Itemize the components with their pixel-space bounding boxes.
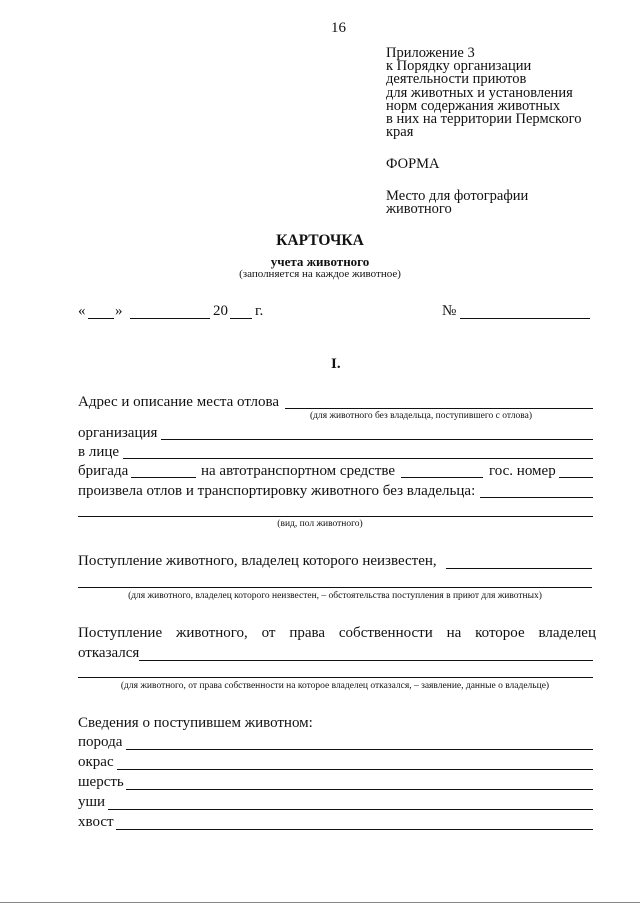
appendix-block — [386, 47, 581, 139]
appendix-line: в них на территории Пермского — [386, 111, 582, 128]
species-field[interactable] — [78, 516, 593, 517]
vehicle-label: на автотранспортном средстве — [201, 463, 396, 479]
capture-address-label: Адрес и описание места отлова — [78, 394, 280, 410]
photo-place-line: Место для фотографии — [386, 188, 529, 204]
card-title: КАРТОЧКА — [276, 232, 364, 249]
captured-label: произвела отлов и транспортировку животного без владельца: — [78, 483, 476, 499]
date-quote-close: » — [115, 303, 123, 319]
color-label: окрас — [78, 754, 114, 770]
plate-field[interactable] — [559, 477, 593, 478]
team-field[interactable] — [131, 477, 196, 478]
page-number: 16 — [331, 20, 346, 36]
appendix-line: для животных и установления — [386, 84, 573, 101]
date-year-prefix: 20 — [213, 303, 228, 319]
appendix-line: края — [386, 124, 414, 141]
represented-by-label: в лице — [78, 444, 120, 460]
appendix-line: Приложение 3 — [386, 45, 475, 61]
animal-info-heading: Сведения о поступившем животном: — [78, 715, 313, 731]
capture-address-field[interactable] — [285, 408, 593, 409]
fur-label: шерсть — [78, 774, 124, 790]
date-month-field[interactable] — [130, 318, 210, 319]
tail-field[interactable] — [116, 829, 593, 830]
fur-field[interactable] — [126, 789, 593, 790]
number-sign: № — [442, 303, 457, 319]
organization-field[interactable] — [161, 439, 593, 440]
color-field[interactable] — [117, 769, 593, 770]
refused-label-line1: Поступление животного, от права собственности на которое владелец — [78, 625, 596, 641]
breed-field[interactable] — [126, 749, 593, 750]
appendix-line: норм содержания животных — [386, 97, 561, 114]
date-year-field[interactable] — [230, 318, 252, 319]
team-label: бригада — [78, 463, 129, 479]
captured-field[interactable] — [480, 497, 593, 498]
card-subtitle: учета животного — [270, 254, 370, 269]
form-label: ФОРМА — [386, 156, 440, 172]
refused-field-2[interactable] — [78, 677, 593, 678]
organization-label: организация — [78, 425, 158, 441]
species-note: (вид, пол животного) — [277, 519, 363, 529]
date-quote-open: « — [78, 303, 86, 319]
ears-label: уши — [78, 794, 106, 810]
photo-place — [386, 190, 528, 216]
date-year-suffix: г. — [255, 303, 264, 319]
page-bottom-edge — [0, 902, 640, 903]
represented-by-field[interactable] — [123, 458, 593, 459]
section-number: I. — [331, 356, 341, 372]
unknown-owner-field-2[interactable] — [78, 587, 592, 588]
refused-label-line2: отказался — [78, 645, 140, 661]
photo-place-line: животного — [386, 201, 452, 218]
breed-label: порода — [78, 734, 123, 750]
ears-field[interactable] — [108, 809, 593, 810]
unknown-owner-field[interactable] — [446, 568, 592, 569]
unknown-owner-note: (для животного, владелец которого неизвестен, – обстоятельства поступления в приют для животных) — [128, 591, 542, 601]
refused-field[interactable] — [139, 660, 593, 661]
tail-label: хвост — [78, 814, 114, 830]
plate-label: гос. номер — [489, 463, 556, 479]
capture-note: (для животного без владельца, поступившего с отлова) — [310, 411, 533, 421]
refused-note: (для животного, от права собственности на которое владелец отказался, – заявление, данные о владельце) — [120, 681, 550, 691]
date-day-field[interactable] — [88, 318, 114, 319]
card-subtitle-note: (заполняется на каждое животное) — [239, 268, 401, 280]
unknown-owner-label: Поступление животного, владелец которого неизвестен, — [78, 553, 437, 569]
vehicle-field[interactable] — [401, 477, 483, 478]
appendix-line: деятельности приютов — [386, 71, 527, 88]
card-number-field[interactable] — [460, 318, 590, 319]
appendix-line: к Порядку организации — [386, 58, 532, 75]
